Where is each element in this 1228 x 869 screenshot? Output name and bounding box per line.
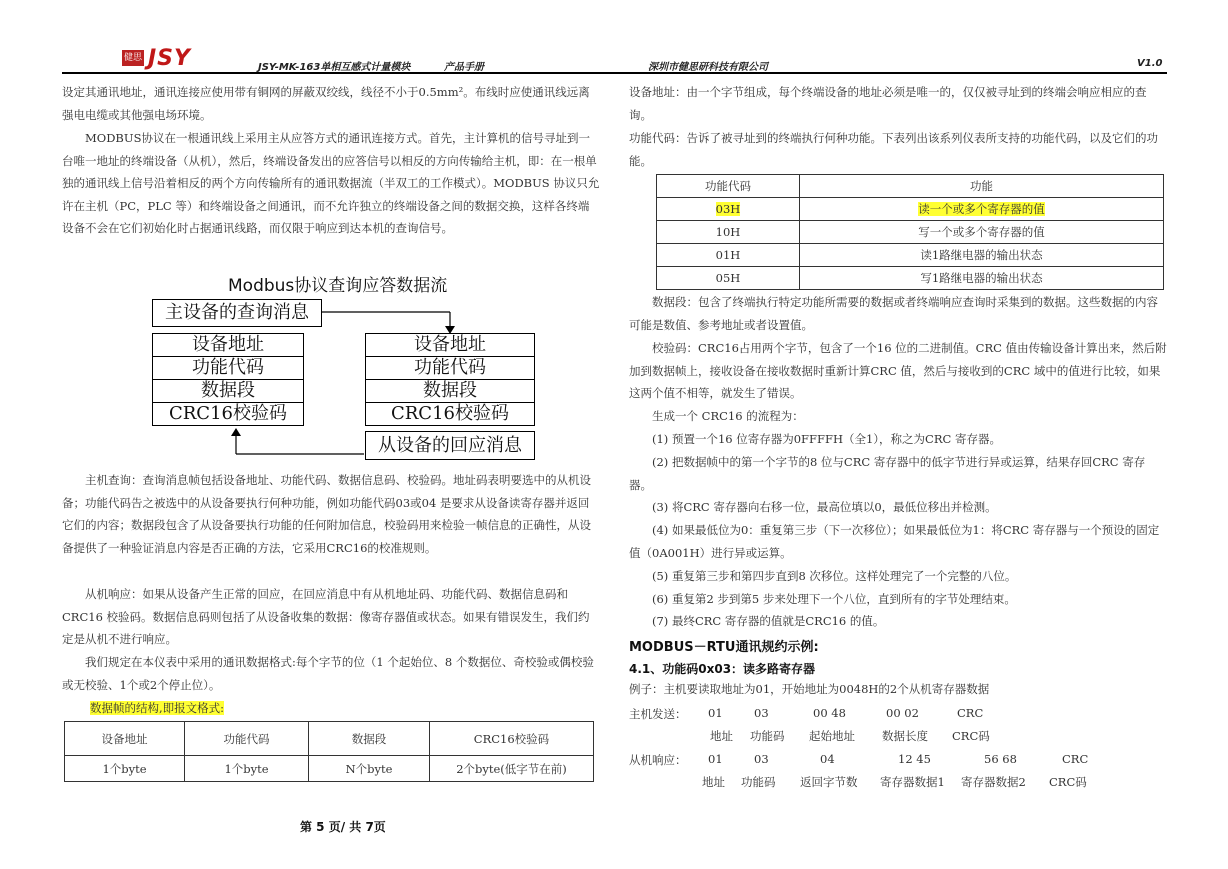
table-header-cell: 功能代码 [185,722,309,756]
table-row [657,244,1164,267]
frame-field: 功能代码 [366,357,534,380]
send-field-name: 功能码 [750,729,785,743]
left-paragraph-5: 我们规定在本仪表中采用的通讯数据格式:每个字节的位（1 个起始位、8 个数据位、奇校验或偶校验或无校验、1个或2个停止位）。 [62,655,594,692]
table-header-cell: 数据段 [309,722,430,756]
table-cell: 写一个或多个寄存器的值 [800,221,1164,244]
page-header [62,46,1167,74]
table-cell [800,198,1164,221]
function-desc: 读一个或多个寄存器的值 [918,202,1045,216]
send-label: 主机发送： [629,707,687,721]
table-row [657,198,1164,221]
send-byte: 00 48 [813,706,846,720]
slave-frame-box [365,333,535,426]
frame-structure-title-text: 数据帧的结构,即报文格式: [90,701,225,715]
modbus-flow-diagram [148,268,540,464]
reply-label: 从机响应： [629,753,687,767]
logo-seal: 健思 [122,50,144,66]
header-doc-type: 产品手册 [444,62,484,73]
crc-step: (3) 将CRC 寄存器向右移一位，最高位填以0，最低位移出并检测。 [652,500,997,514]
left-paragraph-3: 主机查询：查询消息帧包括设备地址、功能代码、数据信息码、校验码。地址码表明要选中的从机设备；功能代码告之被选中的从设备要执行何种功能，例如功能代码03或04 是要求从设备读寄存器并返回它们的内容；数据段包含了从设备要执行功能的任何附加信息，校验码用来检验一帧信息的正确性，从设备提供了一种验证消息内容是否正确的方法，它采用CRC16的校准规则。 [62,473,591,555]
crc-step: (1) 预置一个16 位寄存器为0FFFFH（全1），称之为CRC 寄存器。 [652,432,1001,446]
reply-byte: 56 68 [984,752,1017,766]
table-row [65,722,594,756]
example-text: 例子：主机要读取地址为01，开始地址为0048H的2个从机寄存器数据 [629,682,990,696]
reply-byte: 03 [754,752,769,766]
reply-field-name: 功能码 [741,775,776,789]
send-field-name: CRC码 [952,729,990,743]
table-cell: N个byte [309,756,430,782]
table-cell: 1个byte [185,756,309,782]
reply-field-name: 寄存器数据2 [961,775,1026,789]
master-frame-box [152,333,304,426]
logo-wordmark: JSY [148,45,191,71]
header-company: 深圳市健思研科技有限公司 [648,62,768,73]
subsection-title: 4.1、功能码0x03：读多路寄存器 [629,662,816,676]
table-cell [657,198,800,221]
table-cell: 2个byte(低字节在前) [430,756,594,782]
send-byte: 03 [754,706,769,720]
right-paragraph-3: 数据段：包含了终端执行特定功能所需要的数据或者终端响应查询时采集到的数据。这些数据的内容可能是数值、参考地址或者设置值。 [629,295,1158,332]
table-cell: 01H [657,244,800,267]
crc-step: (7) 最终CRC 寄存器的值就是CRC16 的值。 [652,614,885,628]
send-byte: 01 [708,706,723,720]
master-query-box: 主设备的查询消息 [152,299,322,327]
frame-field: 设备地址 [366,334,534,357]
company-logo [122,45,191,71]
table-header-cell: 功能 [800,175,1164,198]
send-field-name: 数据长度 [882,729,928,743]
reply-field-name: 寄存器数据1 [880,775,945,789]
crc-step: (4) 如果最低位为0：重复第三步（下一次移位）；如果最低位为1：将CRC 寄存器与一个预设的固定值（0A001H）进行异或运算。 [629,523,1160,560]
send-byte: CRC [957,706,984,720]
right-paragraph-2: 功能代码：告诉了被寻址到的终端执行何种功能。下表列出该系列仪表所支持的功能代码，以及它们的功能。 [629,131,1158,168]
page-number: 第 5 页/ 共 7页 [300,820,386,834]
table-cell: 05H [657,267,800,290]
crc-step: (6) 重复第2 步到第5 步来处理下一个八位，直到所有的字节处理结束。 [652,592,1016,606]
frame-field: CRC16校验码 [168,403,287,424]
table-row [657,267,1164,290]
send-field-name: 地址 [710,729,733,743]
frame-field: 数据段 [153,380,303,403]
table-cell: 写1路继电器的输出状态 [800,267,1164,290]
table-row [65,756,594,782]
table-cell: 1个byte [65,756,185,782]
table-row [657,175,1164,198]
header-version: V1.0 [1137,58,1163,69]
table-header-cell: CRC16校验码 [430,722,594,756]
header-model: JSY-MK-163单相互感式计量模块 [258,62,411,73]
section-title: MODBUS－RTU通讯规约示例: [629,640,819,655]
frame-structure-title [90,697,224,720]
right-paragraph-4: 校验码：CRC16占用两个字节，包含了一个16 位的二进制值。CRC 值由传输设备计算出来，然后附加到数据帧上，接收设备在接收数据时重新计算CRC 值，然后与接收到的CRC 域中的值进行比较，如果这两个值不相等，就发生了错误。 [629,341,1167,401]
reply-field-name: 返回字节数 [800,775,858,789]
reply-byte: 04 [820,752,835,766]
right-paragraph-1: 设备地址：由一个字节组成，每个终端设备的地址必须是唯一的，仅仅被寻址到的终端会响应相应的查询。 [629,85,1147,122]
frame-structure-table [64,721,594,782]
crc-step: (2) 把数据帧中的第一个字节的8 位与CRC 寄存器中的低字节进行异或运算，结果存回CRC 寄存器。 [629,455,1146,492]
table-row [657,221,1164,244]
left-paragraph-1: 设定其通讯地址，通讯连接应使用带有铜网的屏蔽双绞线，线径不小于0.5mm²。布线时应使通讯线远离强电电缆或其他强电场环境。 [62,85,590,122]
slave-reply-box: 从设备的回应消息 [365,431,535,460]
left-paragraph-4: 从机响应：如果从设备产生正常的回应，在回应消息中有从机地址码、功能代码、数据信息码和CRC16 校验码。数据信息码则包括了从设备收集的数据：像寄存器值或状态。如果有错误发生，我们约定是从机不进行响应。 [62,587,590,647]
frame-field: 功能代码 [153,357,303,380]
send-field-name: 起始地址 [809,729,855,743]
reply-byte: 12 45 [898,752,931,766]
crc-step: (5) 重复第三步和第四步直到8 次移位。这样处理完了一个完整的八位。 [652,569,1017,583]
diagram-title: Modbus协议查询应答数据流 [228,276,448,296]
frame-field: 设备地址 [153,334,303,357]
function-code: 03H [715,202,741,216]
frame-field: 数据段 [366,380,534,403]
table-cell: 10H [657,221,800,244]
table-header-cell: 设备地址 [65,722,185,756]
right-paragraph-5: 生成一个 CRC16 的流程为： [652,409,804,423]
send-byte: 00 02 [886,706,919,720]
table-cell: 读1路继电器的输出状态 [800,244,1164,267]
reply-byte: CRC [1062,752,1089,766]
reply-field-name: 地址 [702,775,725,789]
frame-field: CRC16校验码 [390,403,509,424]
function-code-table [656,174,1164,290]
table-header-cell: 功能代码 [657,175,800,198]
reply-byte: 01 [708,752,723,766]
reply-field-name: CRC码 [1049,775,1087,789]
left-paragraph-2: MODBUS协议在一根通讯线上采用主从应答方式的通讯连接方式。首先，主计算机的信号寻址到一台唯一地址的终端设备（从机），然后，终端设备发出的应答信号以相反的方向传输给主机，即：在一根单独的通讯线上信号沿着相反的两个方向传输所有的通讯数据流（半双工的工作模式）。MODBUS 协议只允许在主机（PC，PLC 等）和终端设备之间通讯，而不允许独立的终端设备之间的数据交换，这样各终端设备不会在它们初始化时占据通讯线路，而仅限于响应到达本机的查询信号。 [62,131,600,236]
